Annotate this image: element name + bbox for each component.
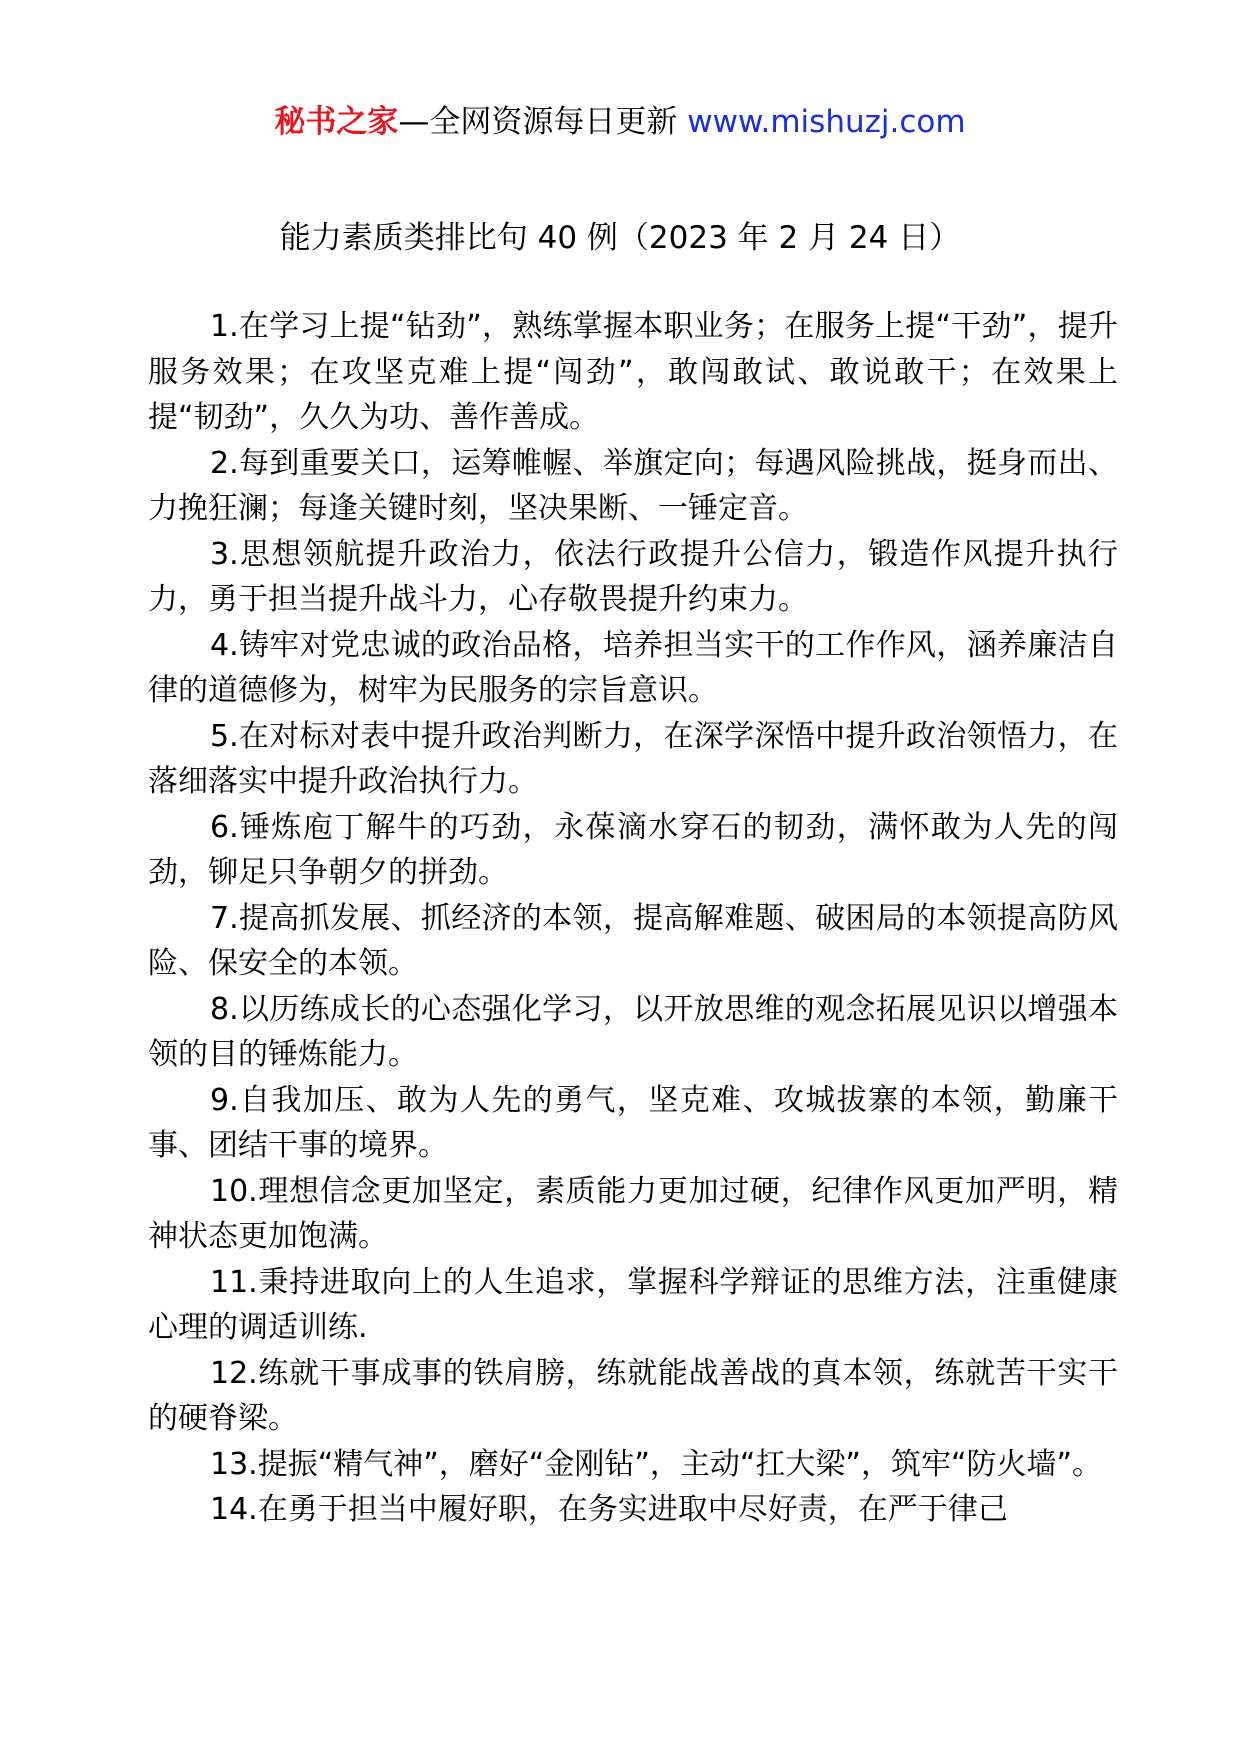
paragraph-13: 13.提振“精气神”，磨好“金刚钻”，主动“扛大梁”，筑牢“防火墙”。 (210, 1446, 1103, 1482)
paragraph-9: 9.自我加压、敢为人先的勇气，坚克难、攻城拔寨的本领，勤廉干事、团结干事的境界。 (148, 1082, 1118, 1163)
paragraph-12: 12.练就干事成事的铁肩膀，练就能战善战的真本领，练就苦干实干的硬脊梁。 (148, 1355, 1118, 1436)
tagline: —全网资源每日更新 (398, 104, 678, 140)
paragraph-1: 1.在学习上提“钻劲”，熟练掌握本职业务；在服务上提“干劲”，提升服务效果；在攻坚克难上提“闯劲”，敢闯敢试、敢说敢干；在效果上提“韧劲”，久久为功、善作善成。 (148, 309, 1118, 435)
document-title: 能力素质类排比句 40 例（2023 年 2 月 24 日） (279, 220, 961, 256)
brand-name: 秘书之家 (274, 104, 399, 140)
paragraph-11: 11.秉持进取向上的人生追求，掌握科学辩证的思维方法，注重健康心理的调适训练. (148, 1264, 1118, 1345)
paragraph-6: 6.锤炼庖丁解牛的巧劲，永葆滴水穿石的韧劲，满怀敢为人先的闯劲，铆足只争朝夕的拼劲。 (148, 809, 1118, 890)
paragraph-4: 4.铸牢对党忠诚的政治品格，培养担当实干的工作作风，涵养廉洁自律的道德修为，树牢为民服务的宗旨意识。 (148, 627, 1118, 708)
paragraph-3: 3.思想领航提升政治力，依法行政提升公信力，锻造作风提升执行力，勇于担当提升战斗力，心存敬畏提升约束力。 (148, 536, 1118, 617)
paragraph-7: 7.提高抓发展、抓经济的本领，提高解难题、破困局的本领提高防风险、保安全的本领。 (148, 900, 1118, 981)
paragraph-5: 5.在对标对表中提升政治判断力，在深学深悟中提升政治领悟力，在落细落实中提升政治执行力。 (148, 718, 1118, 799)
paragraph-14: 14.在勇于担当中履好职，在务实进取中尽好责，在严于律己 (210, 1492, 1008, 1527)
paragraph-8: 8.以历练成长的心态强化学习，以开放思维的观念拓展见识以增强本领的目的锤炼能力。 (148, 991, 1118, 1072)
paragraph-10: 10.理想信念更加坚定，素质能力更加过硬，纪律作风更加严明，精神状态更加饱满。 (148, 1173, 1118, 1254)
document-body (148, 304, 1118, 1533)
site-url-link[interactable]: www.mishuzj.com (687, 104, 966, 140)
site-header (0, 100, 1240, 144)
paragraph-2: 2.每到重要关口，运筹帷幄、举旗定向；每遇风险挑战，挺身而出、力挽狂澜；每逢关键时刻，坚决果断、一锤定音。 (148, 445, 1118, 526)
